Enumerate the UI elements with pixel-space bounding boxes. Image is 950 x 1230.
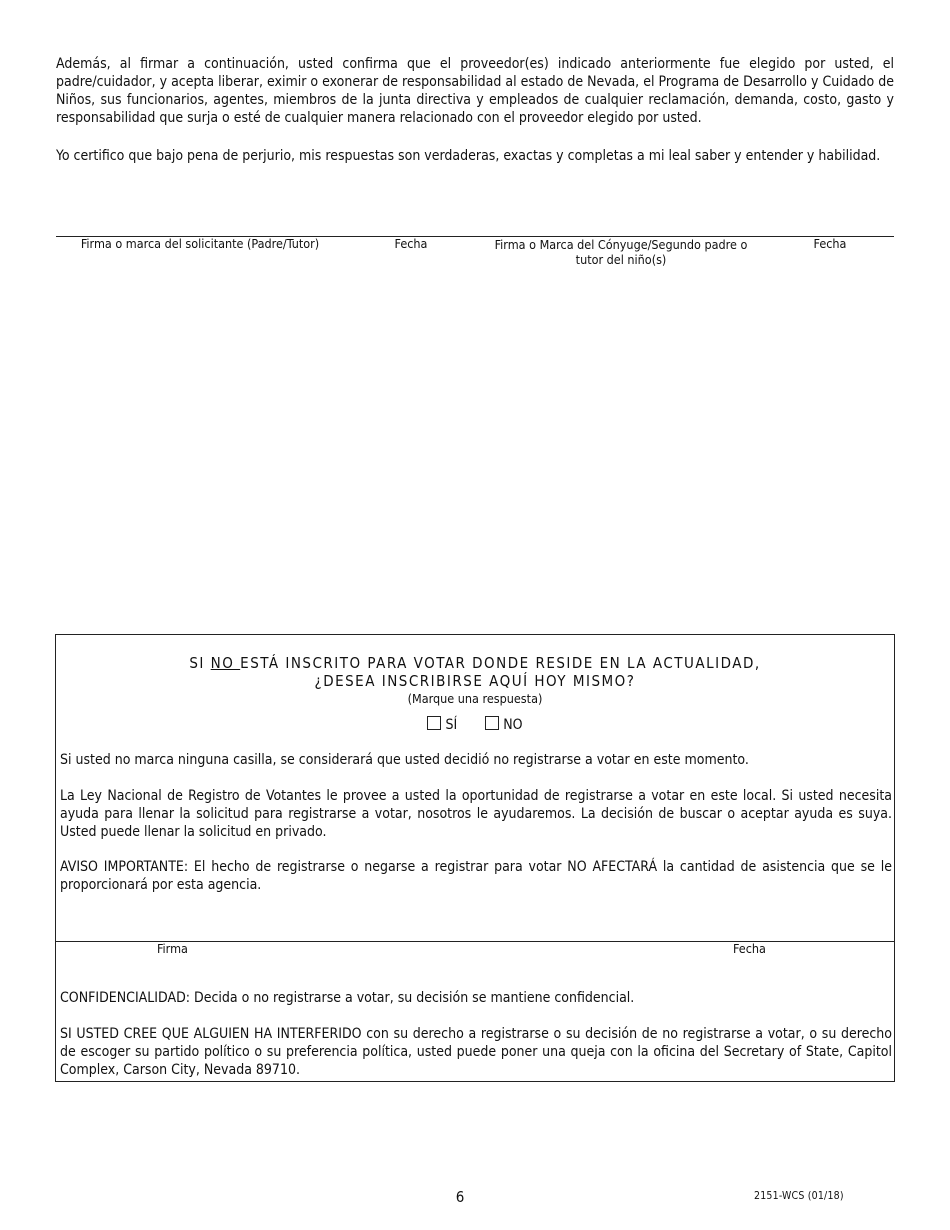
voter-registration-box xyxy=(55,634,895,1082)
voter-question-line-1: SI NO ESTÁ INSCRITO PARA VOTAR DONDE RESIDE EN LA ACTUALIDAD, xyxy=(189,654,761,672)
voter-question-line-2: ¿DESEA INSCRIBIRSE AQUÍ HOY MISMO? xyxy=(314,672,636,690)
spouse-date-label: Fecha xyxy=(813,236,847,251)
no-checkbox[interactable] xyxy=(485,716,499,730)
voter-signature-label: Firma xyxy=(157,941,188,956)
no-emphasis: NO xyxy=(210,654,241,672)
spouse-signature-label: Firma o Marca del Cónyuge/Segundo padre o tutor del niño(s) xyxy=(494,237,748,267)
certification-paragraph: Yo certifico que bajo pena de perjurio, mis respuestas son verdaderas, exactas y completas a mi leal saber y entender y habilidad. xyxy=(56,148,881,164)
interference-notice: SI USTED CREE QUE ALGUIEN HA INTERFERIDO con su derecho a registrarse o su decisión de no registrarse a votar, o su derecho de escoger su partido político o su preferencia política, usted puede poner una queja con la oficina del Secretary of State, Capitol Complex, Carson City, Nevada 89710. xyxy=(60,1026,892,1078)
important-notice: AVISO IMPORTANTE: El hecho de registrarse o negarse a registrar para votar NO AFECTARÁ la cantidad de asistencia que se le proporcionará por esta agencia. xyxy=(60,859,892,893)
confidentiality-notice: CONFIDENCIALIDAD: Decida o no registrarse a votar, su decisión se mantiene confidencial. xyxy=(60,990,635,1006)
answer-instruction: (Marque una respuesta) xyxy=(407,691,543,706)
form-code: 2151-WCS (01/18) xyxy=(754,1190,844,1202)
applicant-date-label: Fecha xyxy=(394,236,428,251)
release-paragraph: Además, al firmar a continuación, usted confirma que el proveedor(es) indicado anteriormente fue elegido por usted, el padre/cuidador, y acepta liberar, eximir o exonerar de responsabilidad al estado de Nevada, el Programa de Desarrollo y Cuidado de Niños, sus funcionarios, agentes, miembros de la junta directiva y empleados de cualquier reclamación, demanda, costo, gasto y responsabilidad que surja o esté de cualquier manera relacionado con el proveedor elegido por usted. xyxy=(56,56,894,126)
answer-choices xyxy=(56,716,894,733)
nvra-notice: La Ley Nacional de Registro de Votantes le provee a usted la oportunidad de registrarse a votar en este local. Si usted necesita ayuda para llenar la solicitud para registrarse a votar, nosotros le ayudaremos. La decisión de buscar o aceptar ayuda es suya. Usted puede llenar la solicitud en privado. xyxy=(60,788,892,840)
page-number: 6 xyxy=(455,1188,465,1206)
voter-date-label: Fecha xyxy=(733,941,766,956)
applicant-signature-label: Firma o marca del solicitante (Padre/Tutor) xyxy=(80,236,320,251)
yes-option[interactable]: SÍ xyxy=(427,716,457,733)
no-option[interactable]: NO xyxy=(485,716,522,733)
yes-checkbox[interactable] xyxy=(427,716,441,730)
no-mark-notice: Si usted no marca ninguna casilla, se considerará que usted decidió no registrarse a votar en este momento. xyxy=(60,752,749,768)
